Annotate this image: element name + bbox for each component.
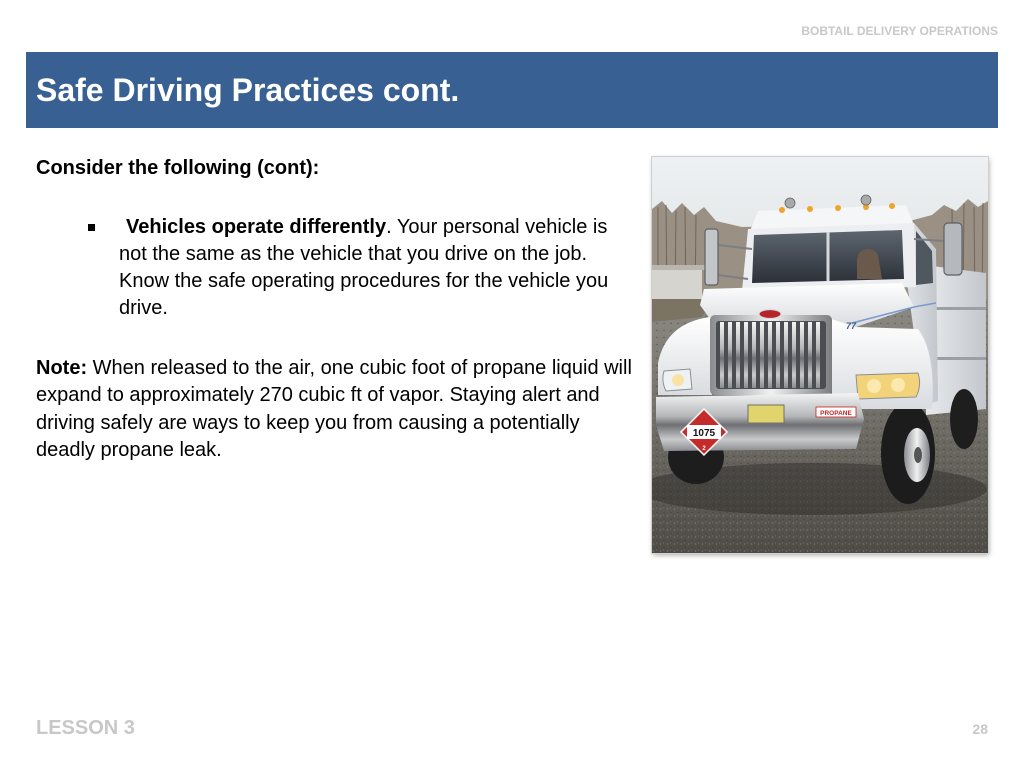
note-paragraph [36,355,634,464]
license-plate [748,405,784,423]
note-label: Note: [36,357,88,379]
bullet-marker [88,224,95,231]
slide-title: Safe Driving Practices cont. [36,72,460,108]
placard-class: 2 [702,446,706,452]
bullet-list [0,214,610,322]
section-label: BOBTAIL DELIVERY OPERATIONS [801,24,998,38]
propane-label [816,407,856,417]
intro-heading: Consider the following (cont): [36,157,320,179]
page-number: 28 [972,721,988,737]
propane-label-text: PROPANE [820,410,852,417]
truck-photo-image [652,157,988,553]
placard-number: 1075 [692,428,716,439]
truck-photo [652,157,988,553]
bullet-text: . Your personal vehicle is not the same as the vehicle that you drive on the job. Know the safe operating procedures for the vehicle you drive. [119,216,609,319]
bullet-lead: Vehicles operate differently [126,216,387,238]
grille [710,315,832,395]
note-text: When released to the air, one cubic foot of propane liquid will expand to approximately 270 cubic ft of vapor. Staying alert and driving safely are ways to keep you from causing a potentially deadly propane leak. [36,357,632,461]
left-headlight [663,369,692,391]
bullet-item [119,214,610,322]
grille-emblem [759,310,781,319]
lesson-label: LESSON 3 [36,717,135,739]
front-bumper [656,393,864,451]
right-headlight [856,373,920,399]
title-bar [26,52,998,128]
front-right-wheel [881,402,935,504]
cab-number: 77 [846,321,857,331]
background-building [652,265,706,299]
rear-tire [950,389,978,449]
